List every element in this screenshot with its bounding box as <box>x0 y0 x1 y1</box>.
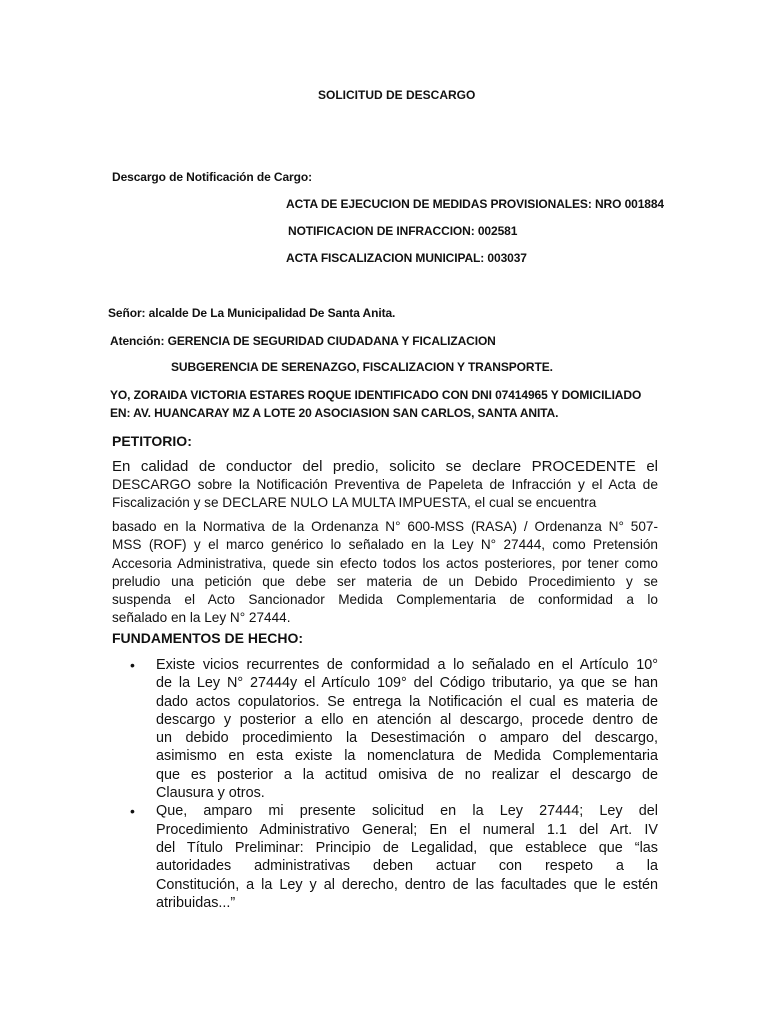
text-line: Procedimiento Administrativo General; En el numeral 1.1 del Art. IV <box>156 821 658 838</box>
text-line: En calidad de conductor del predio, solicito se declare PROCEDENTE el <box>112 458 658 475</box>
text-line: Constitución, a la Ley y al derecho, dentro de las facultades que le estén <box>156 876 658 893</box>
text-line: Fiscalización y se DECLARE NULO LA MULTA IMPUESTA, el cual se encuentra <box>112 495 597 510</box>
text-line: dado actos copulatorios. Se entrega la Notificación el cual es materia de <box>156 693 658 710</box>
text-line: preludio una petición que debe ser materia de un Debido Procedimiento y se <box>112 573 658 589</box>
addressee-line: Señor: alcalde De La Municipalidad De Santa Anita. <box>108 306 396 320</box>
identification-line-1: YO, ZORAIDA VICTORIA ESTARES ROQUE IDENTIFICADO CON DNI 07414965 Y DOMICILIADO <box>110 388 642 402</box>
text-line: Clausura y otros. <box>156 785 265 802</box>
identification-line-2: EN: AV. HUANCARAY MZ A LOTE 20 ASOCIASION SAN CARLOS, SANTA ANITA. <box>110 406 559 420</box>
attention-line: Atención: GERENCIA DE SEGURIDAD CIUDADANA Y FICALIZACION <box>110 334 496 348</box>
list-item <box>112 802 658 912</box>
text-line: Accesoria Administrativa, quede sin efecto todos los actos posteriores, por tener como <box>112 555 658 571</box>
text-line: de la Ley N° 27444y el Artículo 109° del Código tributario, ya que se han <box>156 675 658 692</box>
petitorio-paragraph-1 <box>112 458 658 512</box>
ref-notificacion-infraccion: NOTIFICACION DE INFRACCION: 002581 <box>288 224 518 238</box>
text-line: del Título Preliminar: Principio de Legalidad, que establece que “las <box>156 839 658 856</box>
bullet-icon: • <box>130 657 135 673</box>
text-line: señalado en la Ley N° 27444. <box>112 610 291 626</box>
fundamentos-list <box>112 656 658 912</box>
text-line: un debido procedimiento la Desestimación o amparo del descargo, <box>156 730 658 747</box>
text-line: Existe vicios recurrentes de conformidad a lo señalado en el Artículo 10° <box>156 657 658 673</box>
text-line: descargo y posterior a ello en atención al descargo, procede dentro de <box>156 711 658 728</box>
text-line: asimismo en esta existe la nomenclatura de Medida Complementaria <box>156 748 658 765</box>
bullet-icon: • <box>130 803 135 820</box>
ref-acta-fiscalizacion: ACTA FISCALIZACION MUNICIPAL: 003037 <box>286 251 527 265</box>
text-line: atribuidas...” <box>156 894 236 911</box>
text-line: MSS (ROF) y el marco genérico lo señalado en la Ley N° 27444, como Pretensión <box>112 537 658 553</box>
subgerencia-line: SUBGERENCIA DE SERENAZGO, FISCALIZACION Y TRANSPORTE. <box>171 360 553 374</box>
descargo-label: Descargo de Notificación de Cargo: <box>112 170 312 184</box>
text-line: Que, amparo mi presente solicitud en la Ley 27444; Ley del <box>156 803 658 820</box>
list-item <box>112 656 658 802</box>
text-line: DESCARGO sobre la Notificación Preventiva de Papeleta de Infracción y el Acta de <box>112 477 658 492</box>
document-title: SOLICITUD DE DESCARGO <box>318 88 476 102</box>
fundamentos-heading: FUNDAMENTOS DE HECHO: <box>112 630 304 646</box>
petitorio-paragraph-2 <box>112 518 658 628</box>
petitorio-heading: PETITORIO: <box>112 433 192 449</box>
ref-acta-ejecucion: ACTA DE EJECUCION DE MEDIDAS PROVISIONALES: NRO 001884 <box>286 197 665 211</box>
text-line: basado en la Normativa de la Ordenanza N° 600-MSS (RASA) / Ordenanza N° 507- <box>112 519 658 534</box>
text-line: autoridades administrativas deben actuar con respeto a la <box>156 858 658 875</box>
text-line: que es posterior a la actitud omisiva de no realizar el descargo de <box>156 766 658 783</box>
text-line: suspenda el Acto Sancionador Medida Complementaria de conformidad a lo <box>112 592 658 608</box>
